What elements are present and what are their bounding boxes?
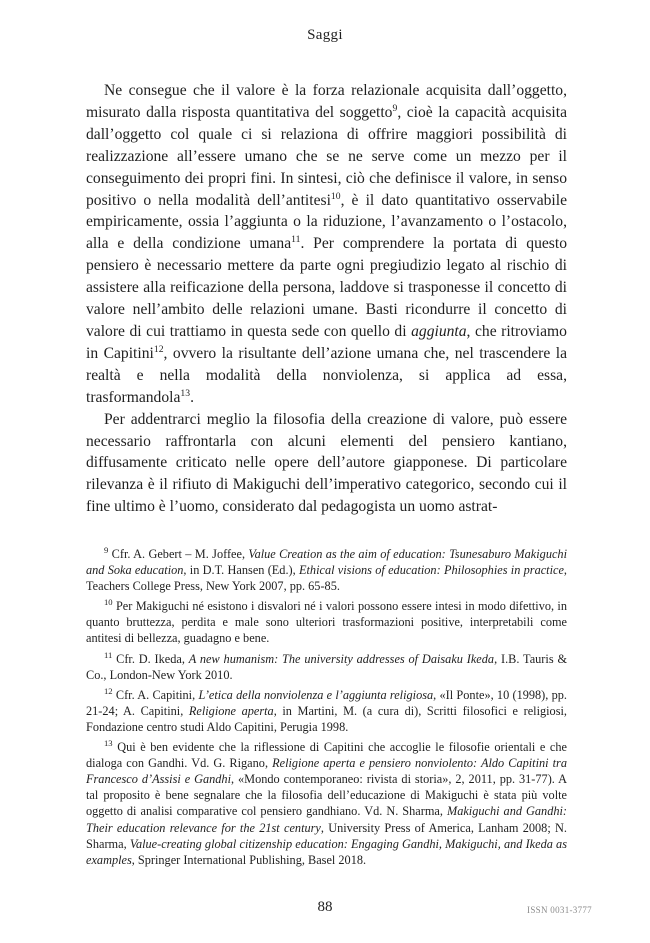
text-run: Per Makiguchi né esistono i disvalori né i valori possono essere intesi in modo difettivo, in quanto bruttezza, perdita e male sono ulteriori trasformazioni positive, interpretabili come antitesi di bellezza, guadagno e bene.: [86, 599, 567, 646]
footnote-ref-11[interactable]: 11: [291, 234, 301, 246]
text-run: , Springer International Publishing, Basel 2018.: [131, 852, 367, 867]
citation-title: Value-creating global citizenship education: Engaging Gandhi, Makiguchi, and Ikeda as examples: [86, 836, 567, 867]
paragraph-1: [86, 80, 567, 409]
text-run: , Teachers College Press, New York 2007, pp. 65-85.: [86, 563, 567, 594]
running-header: Saggi: [307, 27, 343, 43]
text-run: , in Martini, M. (a cura di), Scritti filosofici e religiosi, Fondazione centro studi Aldo Capitini, Perugia 1998.: [86, 703, 567, 734]
text-run: , «Il Ponte», 10 (1998), pp. 21-24; A. Capitini,: [86, 687, 567, 718]
main-text: [86, 80, 567, 518]
citation-title: Religione aperta e pensiero nonviolento: Aldo Capitini tra Francesco d’Assisi e Gandhi: [86, 756, 567, 787]
footnote-number: 13: [104, 737, 113, 748]
text-run: Ne consegue che il valore è la forza relazionale acquisita dall’oggetto, misurato dalla risposta quantitativa del soggetto: [86, 82, 567, 121]
issn-label: ISSN 0031-3777: [527, 905, 592, 915]
footnote-12: [86, 687, 567, 735]
footnotes: [86, 546, 567, 872]
footnote-number: 9: [104, 544, 109, 555]
text-run: . Per comprendere la portata di questo pensiero è necessario mettere da parte ogni pregiudizio legato al rischio di assistere alla reificazione della persona, laddove si trasponesse il concetto di valore nell’ambito delle relazioni umane. Basti ricondurre il concetto di valore di cui trattiamo in questa sede con quello di: [86, 235, 567, 340]
footnote-ref-13[interactable]: 13: [180, 387, 191, 399]
text-run: , University Press of America, Lanham 2008; N. Sharma,: [86, 820, 567, 851]
text-run: , cioè la capacità acquisita dall’oggetto col quale ci si relaziona di offrire maggiori possibilità di realizzazione all’essere umano che se ne serve come un mezzo per il conseguimento dei propri fini. In sintesi, ciò che definisce il valore, in senso positivo o nella modalità dell’antitesi: [86, 103, 567, 209]
text-run: , che ritroviamo in Capitini: [86, 322, 567, 362]
footnote-number: 12: [104, 685, 113, 696]
footnote-ref-12[interactable]: 12: [153, 343, 164, 355]
text-run: , «Mondo contemporaneo: rivista di storia», 2, 2011, pp. 31-77). A tal proposito è bene segnalare che la filosofia dell’educazione di Makiguchi è stata più volte oggetto di analisi comparative col pensiero gandhiano. Vd. N. Sharma,: [86, 772, 567, 819]
footnote-9: [86, 546, 567, 594]
text-run: Cfr. A. Capitini,: [112, 687, 199, 702]
footnote-13: [86, 739, 567, 868]
text-run: Cfr. D. Ikeda,: [112, 651, 189, 666]
text-run: , I.B. Tauris & Co., London-New York 2010.: [86, 651, 568, 682]
citation-title: Religione aperta: [188, 703, 274, 718]
text-run: .: [190, 388, 194, 406]
citation-title: Ethical visions of education: Philosophies in practice: [299, 563, 564, 578]
footnote-11: [86, 651, 567, 683]
footnote-10: [86, 598, 567, 646]
citation-title: Value Creation as the aim of education: Tsunesaburo Makiguchi and Soka education: [86, 547, 567, 578]
citation-title: Makiguchi and Gandhi: Their education relevance for the 21st century: [86, 804, 568, 835]
citation-title: L’etica della nonviolenza e l’aggiunta religiosa: [198, 687, 434, 702]
page-number: 88: [317, 899, 333, 915]
citation-title: A new humanism: The university addresses of Daisaku Ikeda: [188, 651, 495, 666]
footnote-number: 11: [104, 649, 113, 660]
footnote-ref-9[interactable]: 9: [392, 102, 398, 114]
text-run: Qui è ben evidente che la riflessione di Capitini che accoglie le filosofie orientali e che dialoga con Gandhi. Vd. G. Rigano,: [86, 740, 567, 771]
emphasis-term: aggiunta: [411, 322, 467, 340]
text-run: , ovvero la risultante dell’azione umana che, nel trascendere la realtà e nella modalità della nonviolenza, si applica ad essa, trasformandola: [86, 344, 567, 406]
text-run: , è il dato quantitativo osservabile empiricamente, ossia l’aggiunta o la riduzione, l’avanzamento o l’ostacolo, alla e della condizione umana: [86, 191, 567, 253]
footnote-number: 10: [104, 597, 113, 608]
text-run: , in D.T. Hansen (Ed.),: [183, 563, 299, 578]
paragraph-2: Per addentrarci meglio la filosofia della creazione di valore, può essere necessario raffrontarla con alcuni elementi del pensiero kantiano, diffusamente criticato nelle opere dell’autore giapponese. Di particolare rilevanza è il rifiuto di Makiguchi dell’imperativo categorico, secondo cui il fine ultimo è l’uomo, considerato dal pedagogista un uomo astrat-: [86, 410, 567, 516]
footnote-ref-10[interactable]: 10: [330, 190, 341, 202]
text-run: Cfr. A. Gebert – M. Joffee,: [108, 547, 249, 561]
